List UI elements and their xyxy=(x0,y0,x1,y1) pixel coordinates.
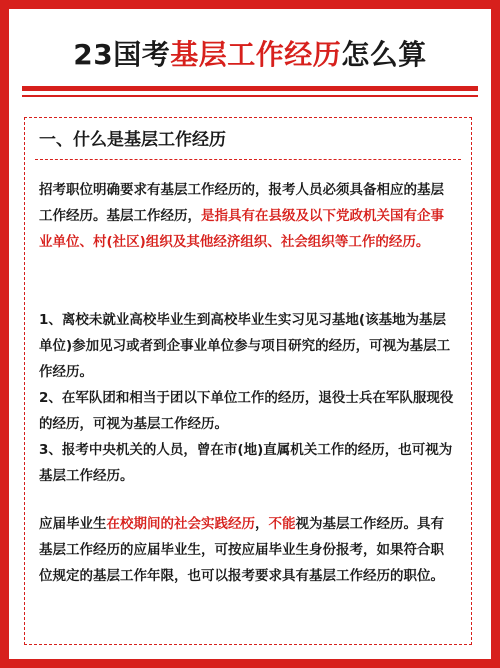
heading-divider xyxy=(35,159,461,160)
definition-text: 招考职位明确要求有基层工作经历的，报考人员必须具备相应的基层工作经历。基层工作经历， xyxy=(39,182,444,224)
definition-paragraph xyxy=(39,177,457,255)
note-text-1: 应届毕业生 xyxy=(39,516,107,532)
note-text-3: 视为基层工作经历。具有基层工作经历的应届毕业生，可按应届毕业生身份报考，如果符合职位规定的基层工作年限，也可以报考要求具有基层工作经历的职位。 xyxy=(39,516,444,584)
note-text-2: ， xyxy=(255,516,269,532)
page-title xyxy=(9,30,491,76)
list-item: 1、离校未就业高校毕业生到高校毕业生实习见习基地(该基地为基层单位)参加见习或者到企事业单位参与项目研究的经历，可视为基层工作经历。 xyxy=(39,312,451,380)
title-rule-thin xyxy=(22,95,478,97)
list-item: 2、在军队团和相当于团以下单位工作的经历，退役士兵在军队服现役的经历，可视为基层工作经历。 xyxy=(39,390,454,432)
definition-highlight: 是指具有在县级及以下党政机关国有企事业单位、村(社区)组织及其他经济组织、社会组织等工作的经历。 xyxy=(39,208,444,250)
title-suffix: 怎么算 xyxy=(341,38,427,71)
section-heading: 一、什么是基层工作经历 xyxy=(39,130,226,150)
note-highlight-2: 不能 xyxy=(268,516,296,532)
content-card xyxy=(24,117,472,645)
title-rule-thick xyxy=(22,86,478,91)
examples-list xyxy=(39,307,457,489)
title-highlight: 基层工作经历 xyxy=(170,38,342,71)
note-highlight-1: 在校期间的社会实践经历 xyxy=(106,516,255,532)
list-item: 3、报考中央机关的人员，曾在市(地)直属机关工作的经历，也可视为基层工作经历。 xyxy=(39,442,453,484)
title-prefix: 23国考 xyxy=(73,38,171,71)
graduate-note-paragraph xyxy=(39,511,457,589)
